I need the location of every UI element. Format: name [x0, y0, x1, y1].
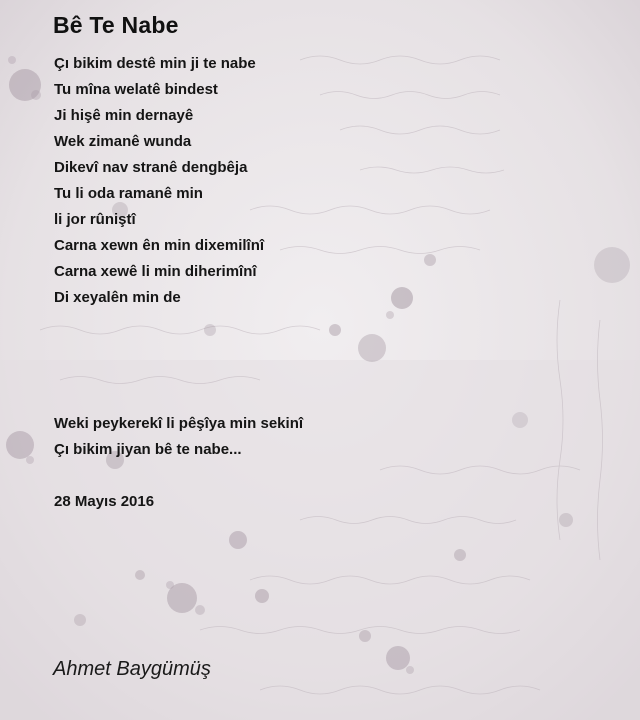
poem-date: 28 Mayıs 2016 — [54, 493, 155, 510]
poem-line: Wek zimanê wunda — [54, 133, 192, 150]
poem-line: Carna xewê li min diherimînî — [54, 263, 257, 280]
poem-line: Ji hişê min dernayê — [54, 107, 194, 124]
poem-line: li jor rûniştî — [54, 211, 136, 228]
poem-line: Tu li oda ramanê min — [54, 185, 203, 202]
poem-line: Weki peykerekî li pêşîya min sekinî — [54, 415, 304, 432]
poem-line: Carna xewn ên min dixemilînî — [54, 237, 265, 254]
stanza-1 — [54, 51, 264, 311]
poem-line: Çı bikim destê min ji te nabe — [54, 55, 256, 72]
poem-line: Di xeyalên min de — [54, 289, 181, 306]
poem-line: Tu mîna welatê bindest — [54, 81, 218, 98]
poem-line: Çı bikim jiyan bê te nabe... — [54, 441, 242, 458]
stanza-2 — [54, 411, 303, 463]
poem-line: Dikevî nav stranê dengbêja — [54, 159, 248, 176]
poem-title: Bê Te Nabe — [53, 12, 179, 38]
poem-author: Ahmet Baygümüş — [53, 658, 211, 680]
